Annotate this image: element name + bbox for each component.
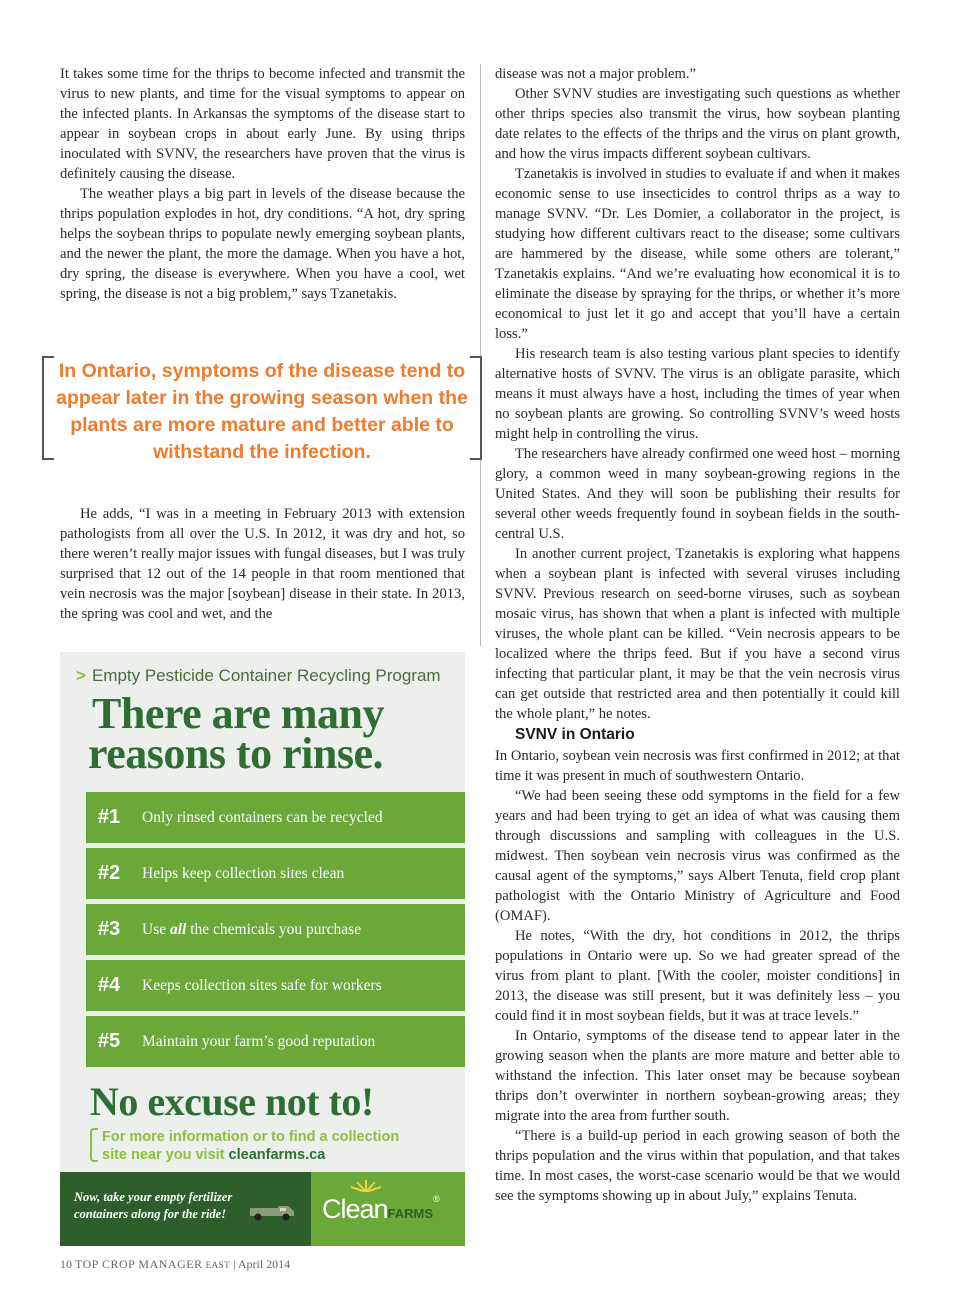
reason-number: #3 [97,918,121,940]
body-paragraph: His research team is also testing various plant species to identify alternative hosts of SVNV. The virus is an obligate parasite, which means it must always have a host, including the times of year when no soybean plants are growing. So controlling SVNV’s weed hosts might help in controlling the virus. [495,346,900,442]
left-column-continued [60,504,465,624]
column-divider [480,64,481,646]
reason-text: Only rinsed containers can be recycled [142,808,383,826]
ad-reason-item [86,792,465,843]
ad-reasons-list [86,792,465,1072]
body-paragraph: Tzanetakis is involved in studies to evaluate if and when it makes economic sense to use insecticides to control thrips as a way to manage SVNV. “Dr. Les Domier, a collaborator in the project, is studying how different cultivars react to the disease; some cultivars are hammered by the disease, while some others are tolerant,” Tzanetakis explains. “And we’re evaluating how economical it is to eliminate the disease by spraying for the thrips, or whether it’s more economical to just let it go and accept that you’ll have a certain loss.” [495,166,900,342]
ad-footer-line: Now, take your empty fertilizer [74,1190,233,1204]
reason-number: #1 [97,806,121,828]
ad-reason-item [86,1016,465,1067]
body-paragraph: He adds, “I was in a meeting in February 2013 with extension pathologists from all over the U.S. In 2012, it was dry and hot, so there weren’t really major issues with fungal diseases, but I was truly surprised that 12 out of the 14 people in that room mentioned that vein necrosis was the major [soybean] disease in their state. In 2013, the spring was cool and wet, and the [60,506,465,622]
reason-text-part: Use [142,920,170,938]
ad-info-line [102,1146,399,1164]
body-paragraph: The researchers have already confirmed one weed host – morning glory, a common weed in many soybean-growing regions in the United States. And they will soon be publishing their results for several other weeds frequently found in soybean fields in the south-central U.S. [495,446,900,542]
ad-no-excuse-heading: No excuse not to! [90,1079,374,1124]
reason-number: #5 [97,1030,121,1052]
chevron-right-icon: > [76,666,86,685]
logo-wordmark [322,1194,439,1225]
right-column [495,64,900,1206]
pickup-truck-icon [248,1202,296,1222]
body-paragraph: disease was not a major problem.” [495,66,697,82]
issue-date: April 2014 [237,1257,291,1271]
ad-footer-line: containers along for the ride! [74,1207,227,1221]
ad-reason-item [86,904,465,955]
magazine-edition: EAST [205,1260,231,1270]
ad-website-link[interactable]: cleanfarms.ca [228,1147,326,1163]
body-paragraph: He notes, “With the dry, hot conditions in 2012, the thrips populations in Ontario were up. So we had greater spread of the virus from plant to plant. [With the cooler, moister conditions] in 2013, the disease was still present, but it was definitely less – you could find it in most soybean fields, but it was at trace levels.” [495,928,900,1024]
reason-text: Helps keep collection sites clean [142,864,345,882]
body-paragraph: The weather plays a big part in levels of the disease because the thrips population explodes in hot, dry conditions. “A hot, dry spring helps the soybean thrips to populate newly emerging soybean plants, and the newer the plant, the more the damage. When you have a hot, dry spring, the disease is everywhere. When you have a cool, wet spring, the disease is not a big problem,” says Tzanetakis. [60,186,465,302]
reason-number: #4 [97,974,121,996]
ad-reason-item [86,960,465,1011]
logo-clean-text: Clean [322,1194,388,1224]
pull-quote [42,356,482,463]
body-paragraph: In Ontario, symptoms of the disease tend to appear later in the growing season when the plants are more mature and better able to withstand the infection. This later onset may be because soybean thrips don’t overwinter in northern soybean-growing areas; they migrate into the area from further south. [495,1028,900,1124]
reason-text: Keeps collection sites safe for workers [142,976,382,994]
ad-program-label: Empty Pesticide Container Recycling Program [91,666,441,685]
body-paragraph: Other SVNV studies are investigating such questions as whether other thrips species also transmit the virus, how soybean planting date relates to the effects of the thrips and the virus on plant growth, and how the virus impacts different soybean cultivars. [495,86,900,162]
reason-text [132,921,361,939]
pull-quote-text: In Ontario, symptoms of the disease tend to appear later in the growing season when the plants are more mature and better able to withstand the infection. [56,360,468,463]
body-paragraph: In Ontario, soybean vein necrosis was first confirmed in 2012; at that time it was present in much of southwestern Ontario. [495,748,900,784]
footer-separator: | [233,1257,236,1271]
magazine-name: TOP CROP MANAGER [75,1257,203,1271]
ad-headline-line: reasons to rinse. [88,729,384,778]
ad-footer-text [74,1189,232,1223]
reason-text-part: the chemicals you purchase [186,920,362,938]
ad-info-text [90,1128,399,1164]
logo-registered-mark: ® [433,1194,439,1204]
ad-info-line: For more information or to find a collection [102,1129,400,1145]
section-subheading: SVNV in Ontario [515,726,635,743]
body-paragraph: It takes some time for the thrips to become infected and transmit the virus to new plants, and time for the visual symptoms to appear on the infected plants. In Arkansas the symptoms of the disease start to appear in soybean crops in about early June. By using thrips inoculated with SVNV, the researchers have proven that the virus is definitely causing the disease. [60,66,465,182]
ad-reason-item [86,848,465,899]
reason-text-emphasis: all [169,920,187,938]
ad-headline [88,689,384,778]
reason-text: Maintain your farm’s good reputation [142,1032,376,1050]
ad-program-title [76,666,441,686]
body-paragraph: “We had been seeing these odd symptoms in the field for a few years and had been trying to get an idea of what was causing them through discussions and sampling with colleagues in the U.S. midwest. Then soybean vein necrosis virus was confirmed as the causal agent of the symptoms,” says Albert Tenuta, field crop plant pathologist with the Ontario Ministry of Agriculture and Food (OMAF). [495,788,900,924]
ad-footer-banner [60,1172,465,1246]
brace-icon [90,1128,98,1162]
reason-number: #2 [97,862,121,884]
ad-info-text-part: site near you visit [102,1147,229,1163]
cleanfarms-advertisement [60,652,465,1246]
sun-rays-icon [349,1178,383,1192]
page-footer [60,1257,290,1272]
logo-farms-text: FARMS [387,1206,434,1221]
body-paragraph: “There is a build-up period in each growing season of both the thrips population and the virus within that population, and that takes time. In most cases, the worst-case scenario would be that we would see the symptoms showing up in about July,” explains Tenuta. [495,1128,900,1204]
cleanfarms-logo [311,1172,465,1246]
left-column [60,64,465,304]
ad-headline-line: There are many [92,689,384,738]
body-paragraph: In another current project, Tzanetakis is exploring what happens when a soybean plant is infected with several viruses including SVNV. Previous research on seed-borne viruses, such as soybean mosaic virus, has shown that when a plant is infected with multiple viruses, the whole plant can be killed. “Vein necrosis appears to be localized where the thrips feed. But if you have a second virus infecting that particular plant, it may be that the vein necrosis virus can get outside that restricted area and then potentially it could kill the whole plant,” he notes. [495,546,900,722]
page-number: 10 [60,1257,72,1271]
